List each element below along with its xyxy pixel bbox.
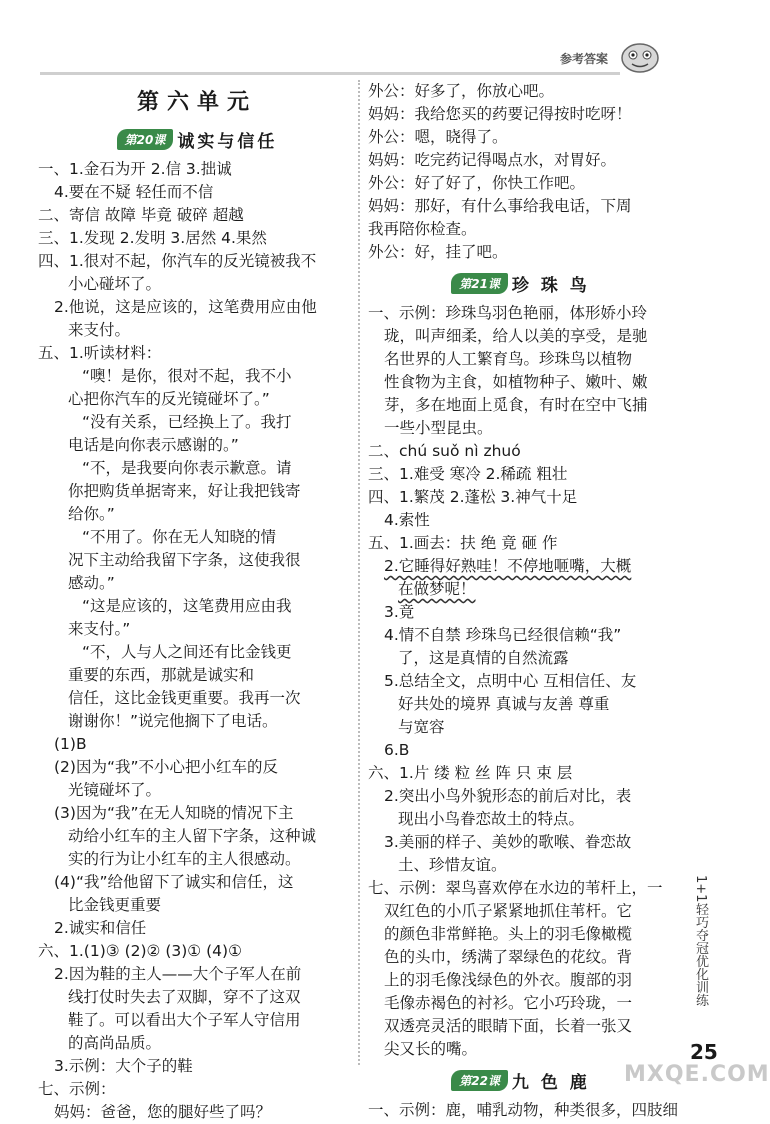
answer-line: 一些小型昆虫。 bbox=[384, 419, 493, 437]
answer-line: 我再陪你检查。 bbox=[368, 220, 477, 238]
answer-line: 心把你汽车的反光镜碰坏了。” bbox=[68, 390, 270, 408]
answer-line: 妈妈：我给您买的药要记得按时吃呀！ bbox=[368, 105, 632, 123]
answer-line: 珑，叫声细柔，给人以美的享受，是驰 bbox=[384, 327, 648, 345]
answer-line: 信任，这比金钱更重要。我再一次 bbox=[68, 689, 301, 707]
left-answer-lines bbox=[38, 158, 356, 1124]
lesson-20-badge: 第20课 bbox=[117, 129, 174, 150]
answer-line: “不，是我要向你表示歉意。请 bbox=[82, 459, 292, 477]
answer-line: 2.因为鞋的主人——大个子军人在前 bbox=[54, 965, 302, 983]
lesson-22-badge: 第22课 bbox=[451, 1070, 508, 1091]
answer-line: 4.索性 bbox=[384, 511, 430, 529]
answer-line: 色的头巾，绣满了翠绿色的花纹。背 bbox=[384, 948, 633, 966]
answer-line: 电话是向你表示感谢的。” bbox=[68, 436, 239, 454]
answer-line: 实的行为让小红车的主人很感动。 bbox=[68, 850, 301, 868]
answer-line: (3)因为“我”在无人知晓的情况下主 bbox=[54, 804, 294, 822]
wavy-underlined-text: 2.它睡得好熟哇！不停地咂嘴，大概 bbox=[384, 557, 632, 575]
answer-line: 毛像赤褐色的衬衫。它小巧玲珑，一 bbox=[384, 994, 633, 1012]
lesson-21-lines-b bbox=[368, 601, 673, 1061]
answer-line: 线打仗时失去了双脚，穿不了这双 bbox=[68, 988, 301, 1006]
answer-line: 外公：好多了，你放心吧。 bbox=[368, 82, 555, 100]
answer-line: 光镜碰坏了。 bbox=[68, 781, 162, 799]
answer-line: 好共处的境界 真诚与友善 尊重 bbox=[398, 695, 610, 713]
mascot-icon bbox=[616, 40, 664, 76]
answer-line: 重要的东西，那就是诚实和 bbox=[68, 666, 255, 684]
answer-line: 上的羽毛像浅绿色的外衣。腹部的羽 bbox=[384, 971, 633, 989]
answer-line: 双红色的小爪子紧紧地抓住苇杆。它 bbox=[384, 902, 633, 920]
unit-title: 第六单元 bbox=[136, 89, 257, 115]
series-side-text: 1+1轻巧夺冠优化训练 bbox=[693, 875, 708, 1007]
answer-line: 土、珍惜友谊。 bbox=[398, 856, 507, 874]
answer-line: 外公：好，挂了吧。 bbox=[368, 243, 508, 261]
dialogue-lines bbox=[368, 80, 673, 264]
answer-line: 2.他说，这是应该的，这笔费用应由他 bbox=[54, 298, 317, 316]
answer-line: 妈妈：吃完药记得喝点水，对胃好。 bbox=[368, 151, 617, 169]
answer-line: 五、1.听读材料： bbox=[38, 344, 162, 362]
answer-line: 动给小红车的主人留下字条，这种诚 bbox=[68, 827, 317, 845]
lesson-21-lines-a bbox=[368, 302, 673, 555]
answer-line: 名世界的人工繁育鸟。珍珠鸟以植物 bbox=[384, 350, 633, 368]
answer-line: 与宽容 bbox=[398, 718, 445, 736]
column-divider bbox=[358, 80, 360, 1065]
answer-line: 一、示例：鹿，哺乳动物，种类很多，四肢细 bbox=[368, 1101, 679, 1119]
answer-line: 芽，多在地面上觅食，有时在空中飞捕 bbox=[384, 396, 648, 414]
answer-line: (1)B bbox=[54, 735, 87, 753]
answer-line: 的高尚品质。 bbox=[68, 1034, 162, 1052]
answer-line: “这是应该的，这笔费用应由我 bbox=[82, 597, 292, 615]
answer-line: 外公：嗯，晓得了。 bbox=[368, 128, 508, 146]
lesson-21-heading bbox=[368, 266, 673, 300]
header-tag: 参考答案 bbox=[560, 52, 609, 66]
answer-line: 比金钱更重要 bbox=[68, 896, 162, 914]
answer-line: 七、示例： bbox=[38, 1080, 116, 1098]
answer-line: 你把购货单据寄来，好让我把钱寄 bbox=[68, 482, 301, 500]
answer-line: 况下主动给我留下字条，这使我很 bbox=[68, 551, 301, 569]
answer-line: 二、chú suǒ nì zhuó bbox=[368, 442, 521, 460]
answer-line: 尖又长的嘴。 bbox=[384, 1040, 478, 1058]
wavy-underlined-text: 在做梦呢！ bbox=[398, 580, 476, 598]
answer-line: 二、寄信 故障 毕竟 破碎 超越 bbox=[38, 206, 244, 224]
answer-line: (2)因为“我”不小心把小红车的反 bbox=[54, 758, 279, 776]
answer-line: 的颜色非常鲜艳。头上的羽毛像橄榄 bbox=[384, 925, 633, 943]
answer-line: 谢谢你！”说完他搁下了电话。 bbox=[68, 712, 278, 730]
answer-line: “不，人与人之间还有比金钱更 bbox=[82, 643, 292, 661]
answer-line: 一、1.金石为开 2.信 3.拙诚 bbox=[38, 160, 232, 178]
answer-line: 现出小鸟眷恋故土的特点。 bbox=[398, 810, 585, 828]
answer-line: (4)“我”给他留下了诚实和信任，这 bbox=[54, 873, 294, 891]
answer-line: 给你。” bbox=[68, 505, 115, 523]
answer-line: 3.美丽的样子、美妙的歌喉、眷恋故 bbox=[384, 833, 632, 851]
answer-line: 妈妈：爸爸，您的腿好些了吗？ bbox=[54, 1103, 272, 1121]
answer-line bbox=[368, 555, 673, 578]
answer-line: 一、示例：珍珠鸟羽色艳丽，体形娇小玲 bbox=[368, 304, 648, 322]
page-number: 25 bbox=[690, 1040, 718, 1064]
answer-line: 七、示例：翠鸟喜欢停在水边的苇杆上，一 bbox=[368, 879, 663, 897]
right-column bbox=[368, 80, 679, 1122]
answer-line: 六、1.片 缕 粒 丝 阵 只 束 层 bbox=[368, 764, 573, 782]
answer-line: 5.总结全文，点明中心 互相信任、友 bbox=[384, 672, 637, 690]
answer-line: 三、1.难受 寒冷 2.稀疏 粗壮 bbox=[368, 465, 568, 483]
answer-line: 6.B bbox=[384, 741, 410, 759]
answer-line: “不用了。你在无人知晓的情 bbox=[82, 528, 277, 546]
answer-line: 2.诚实和信任 bbox=[54, 919, 147, 937]
answer-line bbox=[368, 578, 673, 601]
answer-line: 鞋了。可以看出大个子军人守信用 bbox=[68, 1011, 301, 1029]
left-column bbox=[38, 80, 356, 1124]
answer-line: 3.竟 bbox=[384, 603, 415, 621]
answer-line: 妈妈：那好，有什么事给我电话，下周 bbox=[368, 197, 632, 215]
answer-line: “没有关系，已经换上了。我打 bbox=[82, 413, 292, 431]
lesson-20-title: 诚实与信任 bbox=[177, 131, 278, 152]
answer-line: 了，这是真情的自然流露 bbox=[398, 649, 569, 667]
answer-line: 小心碰坏了。 bbox=[68, 275, 162, 293]
lesson-20-heading bbox=[38, 122, 356, 156]
lesson-22-title: 九 色 鹿 bbox=[511, 1072, 590, 1093]
answer-line: 三、1.发现 2.发明 3.居然 4.果然 bbox=[38, 229, 267, 247]
lesson-21-title: 珍 珠 鸟 bbox=[511, 275, 590, 296]
watermark: MXQE.COM bbox=[624, 1062, 770, 1087]
answer-line: 外公：好了好了，你快工作吧。 bbox=[368, 174, 586, 192]
answer-line: 2.突出小鸟外貌形态的前后对比，表 bbox=[384, 787, 632, 805]
answer-line: 感动。” bbox=[68, 574, 115, 592]
answer-line: 4.要在不疑 轻任而不信 bbox=[54, 183, 214, 201]
lesson-21-badge: 第21课 bbox=[451, 273, 508, 294]
answer-line: 四、1.繁茂 2.蓬松 3.神气十足 bbox=[368, 488, 578, 506]
answer-line: 来支付。 bbox=[68, 321, 131, 339]
header-rule bbox=[40, 72, 620, 75]
answer-line: 4.情不自禁 珍珠鸟已经很信赖“我” bbox=[384, 626, 622, 644]
answer-line: 四、1.很对不起，你汽车的反光镜被我不 bbox=[38, 252, 317, 270]
answer-line: 六、1.(1)③ (2)② (3)① (4)① bbox=[38, 942, 242, 960]
answer-line: 来支付。” bbox=[68, 620, 131, 638]
answer-line: 性食物为主食，如植物种子、嫩叶、嫩 bbox=[384, 373, 648, 391]
answer-line: 双透亮灵活的眼睛下面，长着一张又 bbox=[384, 1017, 633, 1035]
answer-line: “噢！是你，很对不起，我不小 bbox=[82, 367, 292, 385]
answer-line: 五、1.画去：扶 绝 竟 砸 作 bbox=[368, 534, 558, 552]
lesson-22-lines bbox=[368, 1099, 679, 1122]
answer-line: 3.示例：大个子的鞋 bbox=[54, 1057, 193, 1075]
